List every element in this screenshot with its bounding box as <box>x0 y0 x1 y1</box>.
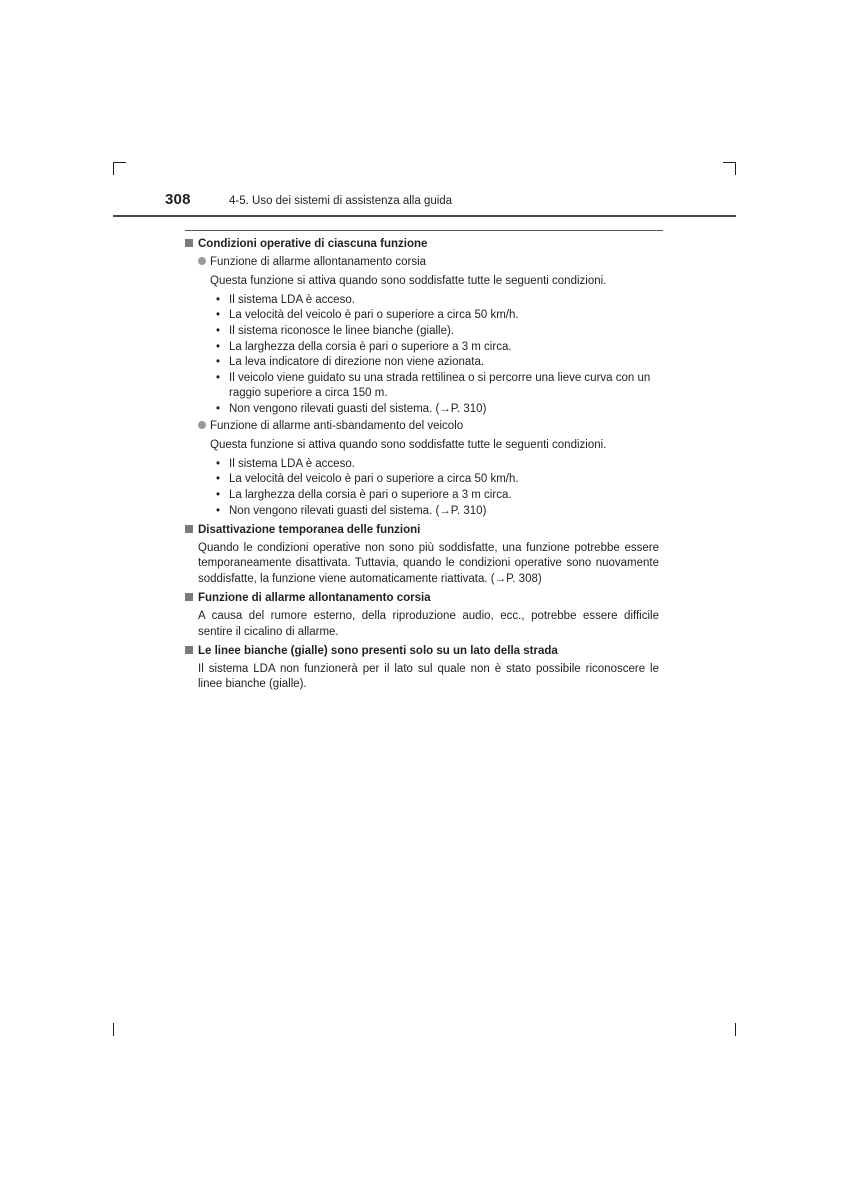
crop-mark-top-right-v <box>735 162 736 175</box>
section-heading <box>185 591 659 607</box>
circle-bullet-icon <box>198 257 206 265</box>
crop-mark-top-left-v <box>113 162 114 175</box>
list-item: • La velocità del veicolo è pari o superiore a circa 50 km/h. <box>216 308 659 324</box>
section-heading-text: Funzione di allarme allontanamento corsia <box>198 592 431 605</box>
list-item: • La larghezza della corsia è pari o superiore a 3 m circa. <box>216 488 659 504</box>
subheading-lane-departure <box>198 255 659 271</box>
list-item: • Il sistema riconosce le linee bianche (gialle). <box>216 324 659 340</box>
section-heading-text: Disattivazione temporanea delle funzioni <box>198 524 421 537</box>
crop-mark-bottom-left-v <box>113 1023 114 1036</box>
subheading-text: Funzione di allarme anti-sbandamento del veicolo <box>210 419 464 432</box>
list-item: • Non vengono rilevati guasti del sistema. (→P. 310) <box>216 402 659 418</box>
section-white-lines-one-side <box>185 644 659 693</box>
square-bullet-icon <box>185 239 193 247</box>
list-item: • La larghezza della corsia è pari o superiore a 3 m circa. <box>216 340 659 356</box>
square-bullet-icon <box>185 593 193 601</box>
intro-text: Questa funzione si attiva quando sono soddisfatte tutte le seguenti condizioni. <box>210 275 607 288</box>
list-item: • La leva indicatore di direzione non viene azionata. <box>216 355 659 371</box>
section-heading <box>185 237 659 253</box>
subheading-text: Funzione di allarme allontanamento corsia <box>210 255 427 268</box>
subheading-sway-warning <box>198 419 659 435</box>
section-heading <box>185 644 659 660</box>
condition-list <box>216 457 659 519</box>
section-paragraph: Il sistema LDA non funzionerà per il lato sul quale non è stato possibile riconoscere le linee bianche (gialle). <box>198 662 659 691</box>
list-item: • Il veicolo viene guidato su una strada rettilinea o si percorre una lieve curva con un raggio superiore a circa 150 m. <box>216 371 659 402</box>
content-rule <box>185 230 663 231</box>
intro-text: Questa funzione si attiva quando sono soddisfatte tutte le seguenti condizioni. <box>210 439 607 452</box>
crop-mark-top-left-h <box>113 162 126 163</box>
page-content <box>185 236 659 697</box>
section-temporary-disable <box>185 523 659 587</box>
list-item: • Il sistema LDA è acceso. <box>216 457 659 473</box>
section-paragraph: Quando le condizioni operative non sono più soddisfatte, una funzione potrebbe essere temporaneamente disattivata. Tuttavia, quando le condizioni operative sono nuovamente soddisfatte, la funzione viene automaticamente riattivata. (→P. 308) <box>198 541 659 585</box>
crop-mark-bottom-right-v <box>735 1023 736 1036</box>
list-item: • Non vengono rilevati guasti del sistema. (→P. 310) <box>216 504 659 520</box>
condition-list <box>216 293 659 418</box>
section-heading-text: Le linee bianche (gialle) sono presenti solo su un lato della strada <box>198 645 558 658</box>
list-item: • Il sistema LDA è acceso. <box>216 293 659 309</box>
chapter-title: 4-5. Uso dei sistemi di assistenza alla guida <box>229 195 453 207</box>
circle-bullet-icon <box>198 421 206 429</box>
square-bullet-icon <box>185 525 193 533</box>
list-item: • La velocità del veicolo è pari o superiore a circa 50 km/h. <box>216 472 659 488</box>
section-heading <box>185 523 659 539</box>
page-number: 308 <box>165 191 191 208</box>
header-rule <box>113 215 736 217</box>
section-operating-conditions <box>185 237 659 519</box>
section-paragraph: A causa del rumore esterno, della riproduzione audio, ecc., potrebbe essere difficile sentire il cicalino di allarme. <box>198 610 659 638</box>
section-lane-departure-alert <box>185 591 659 640</box>
square-bullet-icon <box>185 646 193 654</box>
section-heading-text: Condizioni operative di ciascuna funzione <box>198 238 428 250</box>
